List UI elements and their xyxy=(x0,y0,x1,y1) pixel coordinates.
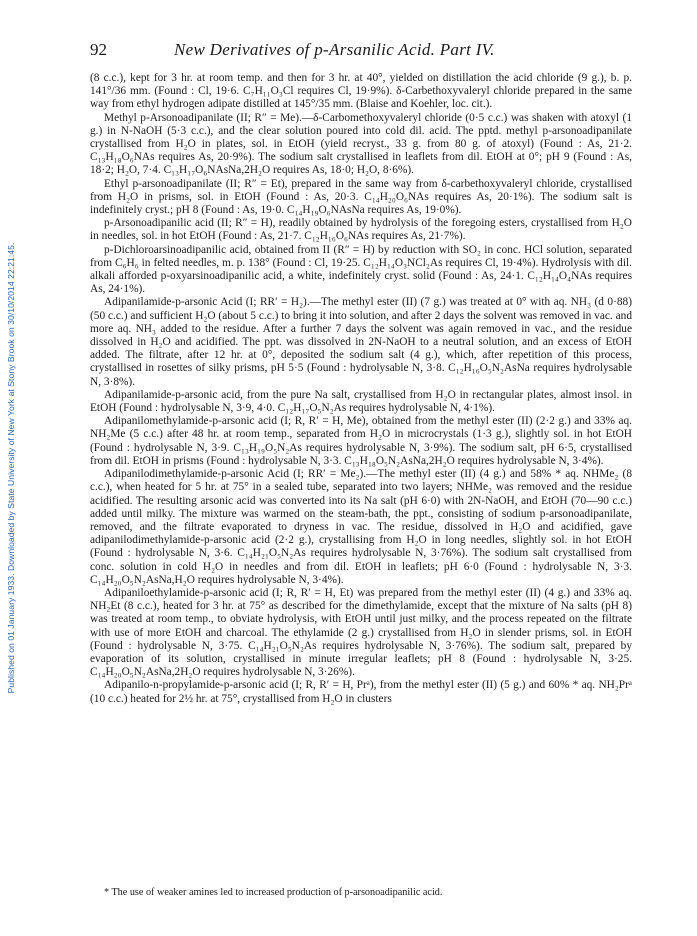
page-number: 92 xyxy=(90,40,107,59)
paragraph: Methyl p-Arsonoadipanilate (II; R″ = Me).—δ-Carbomethoxyvaleryl chloride (0·5 c.c.) was shaken with atoxyl (1 g.) in N-NaOH (5·3 c.c.), and the clear solution poured into cold dil. acid. The pptd. methyl p-arsonoadipanilate crystallised from H₂O in plates, sol. in EtOH (yield recryst., 33 g. from 80 g. of atoxyl) (Found : As, 21·2. C₁₃H₁₈O₆NAs requires As, 20·9%). The sodium salt crystallised in leaflets from dil. EtOH at 0°; pH 9 (Found : As, 18·2; H₂O, 7·4. C₁₃H₁₇O₆NAsNa,2H₂O requires As, 18·0; H₂O, 8·6%). xyxy=(90,111,632,177)
paragraph: Adipanilomethylamide-p-arsonic acid (I; R, R′ = H, Me), obtained from the methyl ester (II) (2·2 g.) and 33% aq. NH₂Me (5 c.c.) after 48 hr. at room temp., separated from H₂O in microcrystals (1·3 g.), slightly sol. in hot EtOH (Found : hydrolysable N, 3·9. C₁₃H₁₉O₅N₂As requires hydrolysable N, 3·9%). The sodium salt, pH 6·5, crystallised from dil. EtOH in prisms (Found : hydrolysable N, 3·3. C₁₃H₁₈O₅N₂AsNa,2H₂O requires hydrolysable N, 3·4%). xyxy=(90,415,632,467)
download-notice-text: Published on 01 January 1933. Downloaded by State University of New York at Stony Brook on 30/10/2014 22:21:45. xyxy=(6,242,16,694)
body-text xyxy=(90,72,632,706)
download-notice-sidebar xyxy=(0,0,22,936)
paragraph: Adipanilodimethylamide-p-arsonic Acid (I; RR′ = Me₂).—The methyl ester (II) (4 g.) and 58% * aq. NHMe₂ (8 c.c.), when heated for 5 hr. at 75° in a sealed tube, separated into two layers; NHMe₂ was removed and the residue acidified. The resulting arsonic acid was converted into its Na salt (pH 6·0) with 2N-NaOH, and EtOH (70—90 c.c.) added until milky. The mixture was warmed on the steam-bath, the ppt., consisting of sodium p-arsonoadipanilate, removed, and the filtrate evaporated to dryness in vac. The residue, dissolved in H₂O and acidified, gave adipanilodimethylamide-p-arsonic acid (2·2 g.), crystallising from H₂O in long needles, slightly sol. in hot EtOH (Found : hydrolysable N, 3·6. C₁₄H₂₁O₅N₂As requires hydrolysable N, 3·76%). The sodium salt crystallised from conc. solution in cold H₂O in needles and from dil. EtOH in leaflets; pH 6·0 (Found : hydrolysable N, 3·3. C₁₄H₂₀O₅N₂AsNa,H₂O requires hydrolysable N, 3·4%). xyxy=(90,468,632,586)
footnote: * The use of weaker amines led to increased production of p-arsonoadipanilic acid. xyxy=(104,887,443,898)
running-title: New Derivatives of p-Arsanilic Acid. Part IV. xyxy=(174,40,495,59)
paragraph: (8 c.c.), kept for 3 hr. at room temp. and then for 3 hr. at 40°, yielded on distillation the acid chloride (9 g.), b. p. 141°/36 mm. (Found : Cl, 19·6. C₇H₁₁O₃Cl requires Cl, 19·9%). δ-Carbethoxyvaleryl chloride prepared in the same way from ethyl hydrogen adipate distilled at 145°/35 mm. (Blaise and Koehler, loc. cit.). xyxy=(90,72,632,111)
paragraph: Ethyl p-arsonoadipanilate (II; R″ = Et), prepared in the same way from δ-carbethoxyvaleryl chloride, crystallised from H₂O in prisms, sol. in EtOH (Found : As, 20·3. C₁₄H₂₀O₆NAs requires As, 20·1%). The sodium salt is indefinitely cryst.; pH 8 (Found : As, 19·0. C₁₄H₁₉O₆NAsNa requires As, 19·0%). xyxy=(90,177,632,217)
paragraph: p-Dichloroarsinoadipanilic acid, obtained from II (R″ = H) by reduction with SO₂ in conc. HCl solution, separated from C₆H₆ in felted needles, m. p. 138° (Found : Cl, 19·25. C₁₂H₁₄O₃NCl₂As requires Cl, 19·4%). Hydrolysis with dil. alkali afforded p-oxyarsinoadipanilic acid, a white, indefinitely cryst. solid (Found : As, 24·1. C₁₂H₁₄O₄NAs requires As, 24·1%). xyxy=(90,243,632,296)
page-header xyxy=(90,40,630,66)
paragraph: Adipanilo-n-propylamide-p-arsonic acid (I; R, R′ = H, Prᵃ), from the methyl ester (II) (5 g.) and 60% * aq. NH₂Prᵃ (10 c.c.) heated for 2½ hr. at 75°, crystallised from H₂O in clusters xyxy=(90,679,632,705)
paragraph: Adipanilamide-p-arsonic Acid (I; RR′ = H₂).—The methyl ester (II) (7 g.) was treated at 0° with aq. NH₃ (d 0·88) (50 c.c.) and sufficient H₂O (about 5 c.c.) to bring it into solution, and after 2 days the solvent was removed in vac. and more aq. NH₃ added to the residue. After a further 7 days the solvent was again removed in vac., and the residue dissolved in H₂O and acidified. The ppt. was dissolved in 2N-NaOH to a neutral solution, and an excess of EtOH added. The filtrate, after 12 hr. at 0°, deposited the sodium salt (4 g.), which, after repetition of this process, crystallised in rosettes of silky prisms, pH 5·5 (Found : hydrolysable N, 3·8. C₁₂H₁₆O₅N₂AsNa requires hydrolysable N, 3·8%). xyxy=(90,296,632,388)
paragraph: Adipanilamide-p-arsonic acid, from the pure Na salt, crystallised from H₂O in rectangular plates, almost insol. in EtOH (Found : hydrolysable N, 3·9, 4·0. C₁₂H₁₇O₅N₂As requires hydrolysable N, 4·1%). xyxy=(90,388,632,415)
paragraph: Adipaniloethylamide-p-arsonic acid (I; R, R′ = H, Et) was prepared from the methyl ester (II) (4 g.) and 33% aq. NH₂Et (8 c.c.), heated for 3 hr. at 75° as described for the dimethylamide, except that the mixture of Na salts (pH 8) was treated at room temp., to obviate hydrolysis, with EtOH until just milky, and the process repeated on the filtrate with use of more EtOH and charcoal. The ethylamide (2 g.) crystallised from H₂O in slender prisms, sol. in EtOH (Found : hydrolysable N, 3·75. C₁₄H₂₁O₅N₂As requires hydrolysable N, 3·76%). The sodium salt, prepared by evaporation of its solution, crystallised in minute irregular leaflets; pH 8 (Found : hydrolysable N, 3·25. C₁₄H₂₀O₅N₂AsNa,2H₂O requires hydrolysable N, 3·26%). xyxy=(90,586,632,679)
paragraph: p-Arsonoadipanilic acid (II; R″ = H), readily obtained by hydrolysis of the foregoing esters, crystallised from H₂O in needles, sol. in hot EtOH (Found : As, 21·7. C₁₂H₁₆O₆NAs requires As, 21·7%). xyxy=(90,217,632,243)
